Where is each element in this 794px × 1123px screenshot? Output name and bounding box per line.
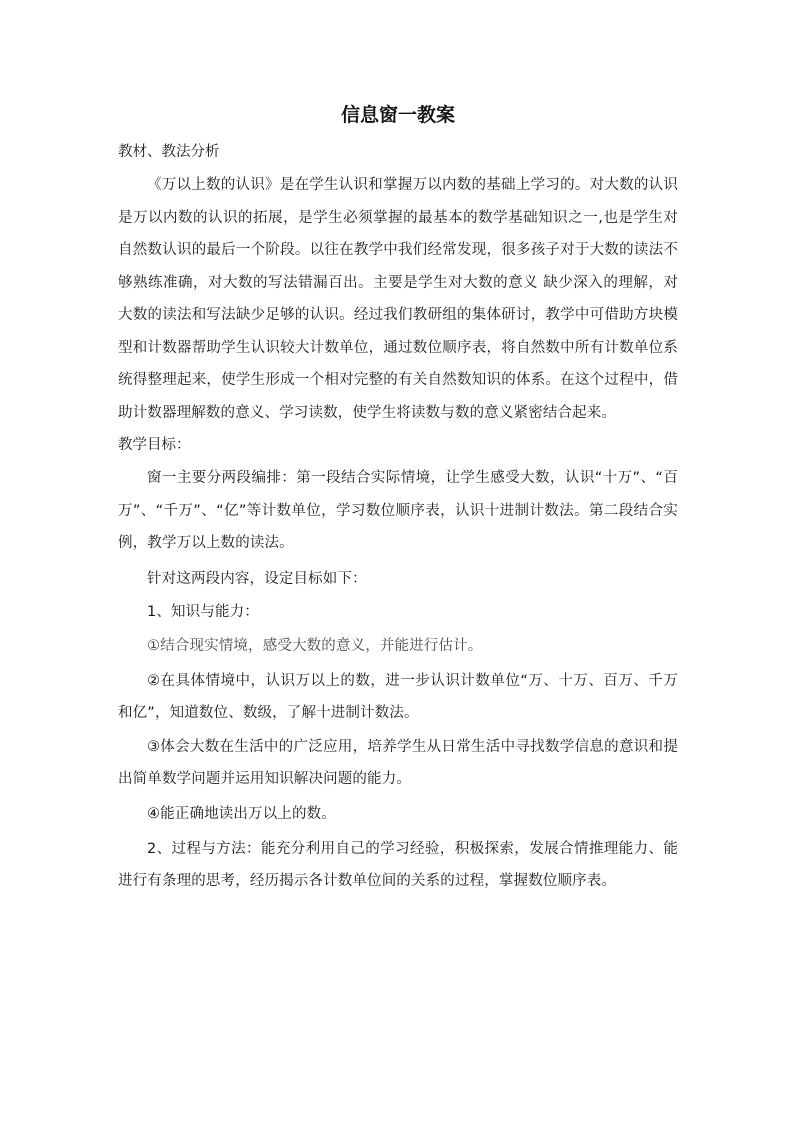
analysis-paragraph: 《万以上数的认识》是在学生认识和掌握万以内数的基础上学习的。对大数的认识是万以内数的认识的拓展，是学生必须掌握的最基本的数学基础知识之一,也是学生对自然数认识的最后一个阶段。以往在教学中我们经常发现，很多孩子对于大数的读法不够熟练准确，对大数的写法错漏百出。主要是学生对大数的意义 缺少深入的理解，对大数的读法和写法缺少足够的认识。经过我们教研组的集体研讨，教学中可借助方块模型和计数器帮助学生认识较大计数单位，通过数位顺序表，将自然数中所有计数单位系统得整理起来，使学生形成一个相对完整的有关自然数知识的体系。在这个过程中，借助计数器理解数的意义、学习读数，使学生将读数与数的意义紧密结合起来。 [118,177,678,421]
document-page [118,100,678,899]
goal-item-2: 2、过程与方法：能充分利用自己的学习经验，积极探索，发展合情推理能力、能进行有条理的思考，经历揭示各计数单位间的关系的过程，掌握数位顺序表。 [118,841,678,889]
goal-item-1d: ④能正确地读出万以上的数。 [147,806,336,822]
goal-item-1-heading: 1、知识与能力： [147,604,259,620]
goal-item-1a: ①结合现实情境，感受大数的意义，并能进行估计。 [147,638,483,654]
goal-item-1c: ③体会大数在生活中的广泛应用，培养学生从日常生活中寻找数学信息的意识和提出简单数学问题并运用知识解决问题的能力。 [118,739,678,787]
analysis-heading: 教材、教法分析 [118,144,220,160]
goals-paragraph-2: 针对这两段内容，设定目标如下： [147,570,367,587]
document-title: 信息窗一教案 [340,104,455,126]
goals-heading: 教学目标： [118,437,191,453]
goals-paragraph-1: 窗一主要分两段编排：第一段结合实际情境，让学生感受大数，认识“十万”、“百万”、“千万”、“亿”等计数单位，学习数位顺序表，认识十进制计数法。第二段结合实例，教学万以上数的读法。 [118,470,678,551]
goal-item-1b: ②在具体情境中，认识万以上的数，进一步认识计数单位“万、十万、百万、千万和亿”，知道数位、数级，了解十进制计数法。 [118,673,678,721]
